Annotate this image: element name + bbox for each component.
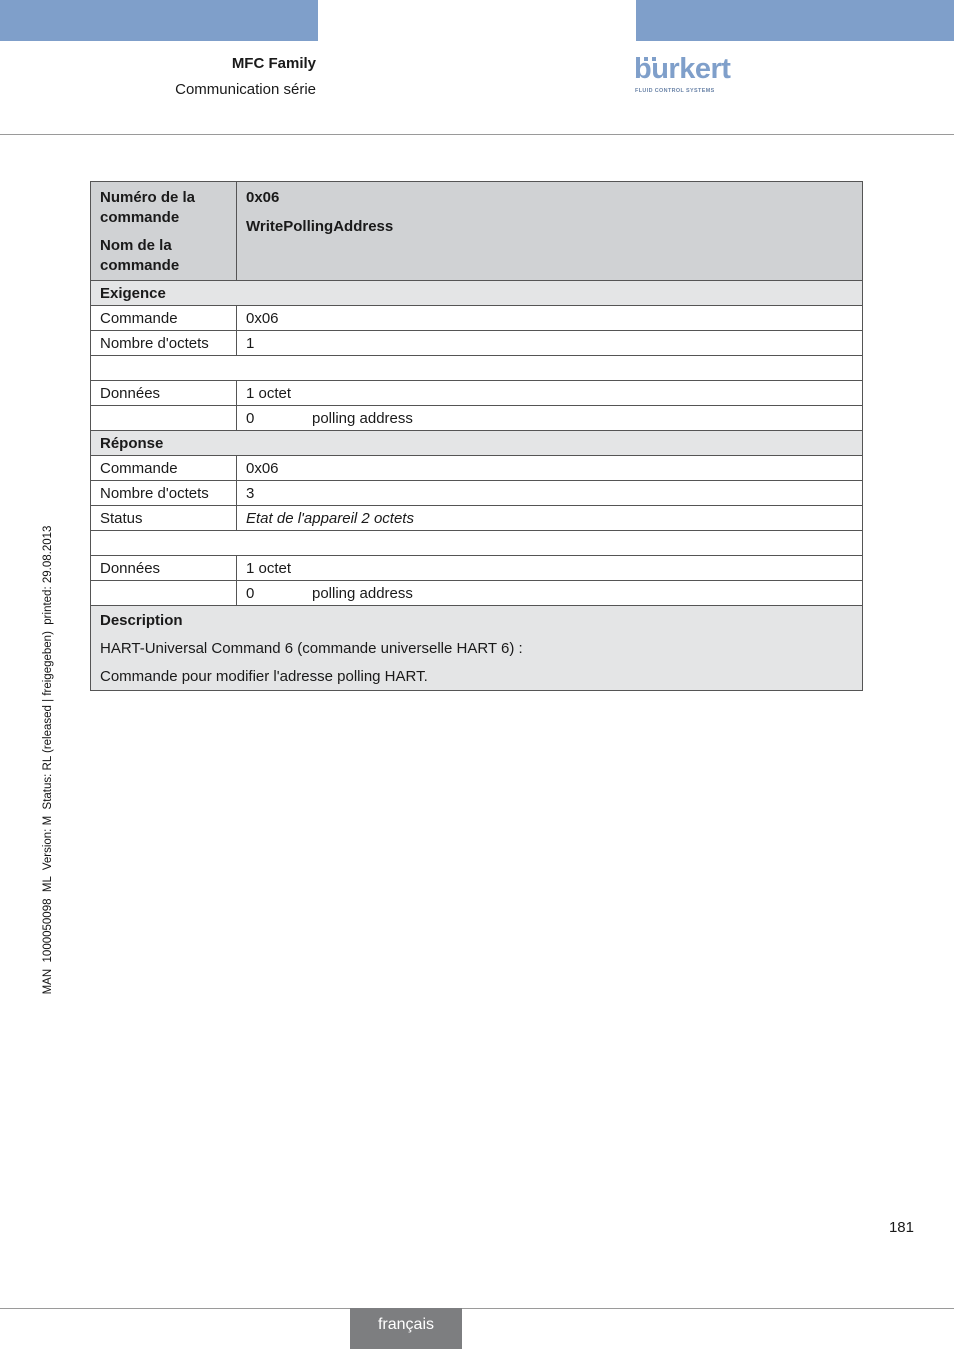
response-section-row bbox=[91, 431, 863, 456]
description-row bbox=[91, 606, 863, 691]
table-row-empty bbox=[91, 356, 863, 381]
request-byte0-description: polling address bbox=[312, 409, 413, 427]
request-section-title: Exigence bbox=[91, 281, 863, 306]
response-byte0-index: 0 bbox=[246, 584, 255, 602]
table-row bbox=[91, 556, 863, 581]
response-command-value: 0x06 bbox=[237, 456, 863, 481]
logo-tagline: FLUID CONTROL SYSTEMS bbox=[635, 88, 715, 94]
request-bytes-label: Nombre d'octets bbox=[91, 331, 237, 356]
response-command-label: Commande bbox=[91, 456, 237, 481]
response-status-value: Etat de l'appareil 2 octets bbox=[237, 506, 863, 531]
response-section-title: Réponse bbox=[91, 431, 863, 456]
logo-wordmark: burkert bbox=[634, 53, 731, 85]
description-title: Description bbox=[100, 612, 183, 629]
request-command-label: Commande bbox=[91, 306, 237, 331]
description-line-1: HART-Universal Command 6 (commande universelle HART 6) : bbox=[100, 640, 523, 657]
page-number: 181 bbox=[888, 1219, 914, 1236]
request-section-row bbox=[91, 281, 863, 306]
response-bytes-label: Nombre d'octets bbox=[91, 481, 237, 506]
command-number-label: Numéro de la commande bbox=[100, 189, 196, 226]
request-data-label: Données bbox=[91, 381, 237, 406]
table-row bbox=[91, 506, 863, 531]
document-title: MFC Family bbox=[231, 55, 316, 72]
description-cell bbox=[91, 606, 863, 691]
table-row bbox=[91, 406, 863, 431]
language-tab: français bbox=[350, 1308, 462, 1349]
document-meta-vertical: MAN 1000050098 ML Version: M Status: RL (released | freigegeben) printed: 29.08.2013 bbox=[42, 525, 54, 995]
table-row-empty bbox=[91, 531, 863, 556]
response-status-label: Status bbox=[91, 506, 237, 531]
response-byte0-cell bbox=[237, 581, 863, 606]
request-byte0-cell bbox=[237, 406, 863, 431]
command-values-cell bbox=[237, 182, 863, 281]
request-byte0-index: 0 bbox=[246, 409, 255, 427]
response-data-value: 1 octet bbox=[237, 556, 863, 581]
table-row bbox=[91, 581, 863, 606]
table-row bbox=[91, 306, 863, 331]
request-bytes-value: 1 bbox=[237, 331, 863, 356]
table-row bbox=[91, 381, 863, 406]
command-number-value: 0x06 bbox=[246, 189, 280, 206]
header-divider bbox=[0, 134, 954, 135]
table-row bbox=[91, 456, 863, 481]
command-name-label: Nom de la commande bbox=[100, 237, 180, 274]
burkert-logo bbox=[634, 53, 734, 96]
table-row bbox=[91, 331, 863, 356]
document-subtitle: Communication série bbox=[175, 81, 316, 98]
command-table bbox=[90, 181, 863, 691]
response-data-label: Données bbox=[91, 556, 237, 581]
description-line-2: Commande pour modifier l'adresse polling HART. bbox=[100, 668, 428, 685]
footer-divider bbox=[0, 1308, 954, 1309]
response-bytes-value: 3 bbox=[237, 481, 863, 506]
response-byte0-description: polling address bbox=[312, 584, 413, 602]
table-row bbox=[91, 481, 863, 506]
command-name-value: WritePollingAddress bbox=[246, 217, 394, 235]
header-band-right bbox=[636, 0, 954, 41]
command-identity-row bbox=[91, 182, 863, 281]
header-band-left bbox=[0, 0, 318, 41]
command-labels-cell bbox=[91, 182, 237, 281]
request-command-value: 0x06 bbox=[237, 306, 863, 331]
request-data-value: 1 octet bbox=[237, 381, 863, 406]
